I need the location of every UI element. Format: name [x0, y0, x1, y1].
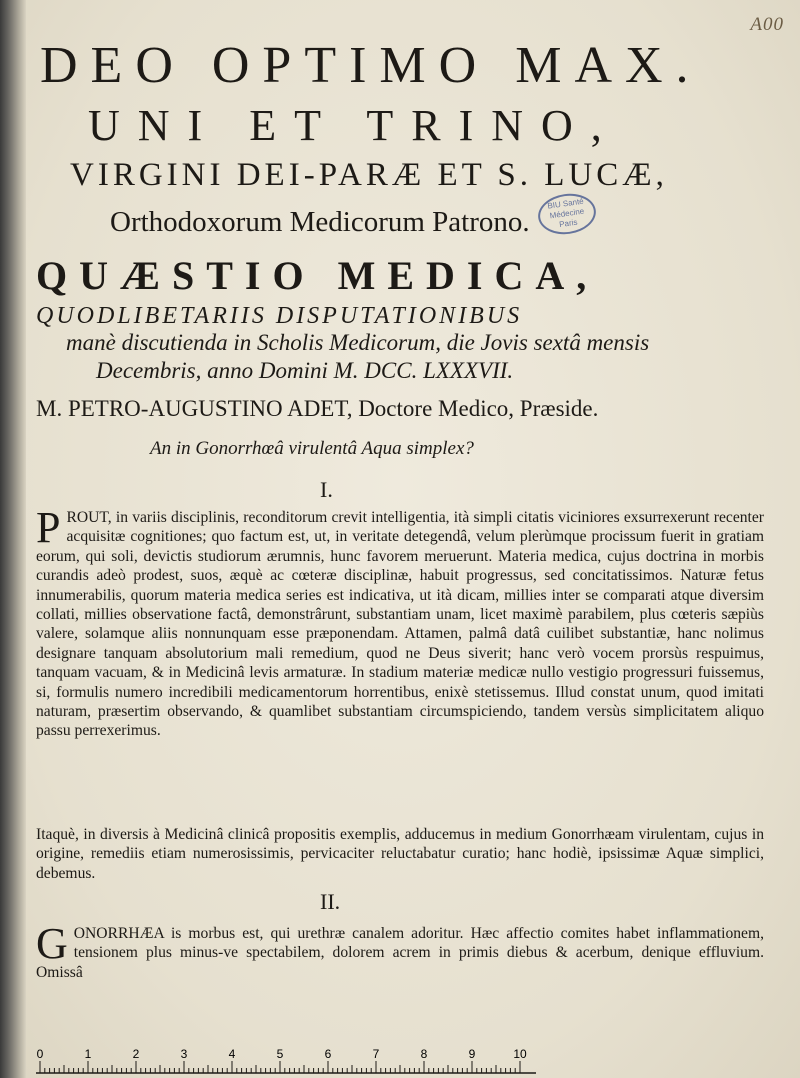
ruler-label: 9: [468, 1047, 476, 1061]
book-binding-shadow: [0, 0, 26, 1078]
drop-capital: G: [36, 919, 68, 968]
title-line-2: UNI ET TRINO,: [88, 101, 620, 150]
paragraph-3: [36, 919, 764, 982]
title-line-4: Orthodoxorum Medicorum Patrono.: [110, 206, 530, 238]
stamp-line-3: Paris: [558, 217, 578, 230]
ruler-label: 1: [84, 1047, 92, 1061]
paragraph-1: [36, 503, 764, 741]
section-number-2: II.: [320, 889, 341, 914]
ruler-label: 7: [372, 1047, 380, 1061]
subtitle-line-2: manè discutienda in Scholis Medicorum, die Jovis sextâ mensis: [66, 330, 650, 355]
subtitle-line-3: Decembris, anno Domini M. DCC. LXXXVII.: [96, 358, 514, 383]
ruler-label: 0: [36, 1047, 44, 1061]
ruler-label: 2: [132, 1047, 140, 1061]
ruler-label: 8: [420, 1047, 428, 1061]
title-line-1: DEO OPTIMO MAX.: [40, 37, 702, 94]
stamp-line-2: Médecine: [549, 206, 585, 221]
title-line-3: VIRGINI DEI-PARÆ ET S. LUCÆ,: [70, 157, 668, 193]
paragraph-3-text: ONORRHÆA is morbus est, qui urethræ canalem adoritur. Hæc affectio comites habet inflammationem, tensionem plus minus-ve spectabilem, dolorem acrem in primis diebus & acerbum, denique effluvium. Omissâ: [36, 925, 764, 981]
scale-ruler: [36, 1046, 536, 1074]
ruler-label: 6: [324, 1047, 332, 1061]
paragraph-1-text: ROUT, in variis disciplinis, reconditorum crevit intelligentia, ità simpli citatis viciniores exsurrexerunt recenter acquisitæ cognitiones; quo factum est, ut, in veritate detegendâ, velum plerùmque procissum fuerit in gratiam eorum, qui soli, devictis studiorum ærumnis, hunc favorem meruerunt. Materia medica, cujus doctrina in morbis curandis adeò prodest, suos, æquè ac cœteræ disciplinæ, habuit progressus, sed concitatissimos. Naturæ fetus innumerabilis, quorum materia medica series est indicativa, ut ità dicam, millies inter se comparati atque diversim collati, millies observatione factâ, demonstrârunt, substantiam unam, licet maximè parabilem, plus cœteris sæpiùs valere, solamque aliis nonnunquam esse præponendam. Attamen, palmâ datâ cuilibet substantiæ, hanc nolimus designare tanquam absolutorium mali remedium, quod ne Deus siverit; hanc verò vocem prorsùs respuimus, tanquam vacuam, & in Medicinâ levis armaturæ. In stadium materiæ medicæ nullo vestigio progressuri fuissemus, si, formulis numero incredibili medicamentorum horrentibus, enixè stetissemus. Illud constat unum, quod imitati naturam, præsertim observando, & quamlibet substantiam circumspiciendo, tandem versùs simplicitatem aliquo passu perrexerimus.: [36, 509, 764, 740]
praeses-line: M. PETRO-AUGUSTINO ADET, Doctore Medico, Præside.: [36, 396, 599, 421]
paragraph-2: Itaquè, in diversis à Medicinâ clinicâ propositis exemplis, adducemus in medium Gonorrhæam virulentam, cujus in origine, remediis etiam numerosissimis, pervicaciter reluctabatur curatio; hanc hodiè, ipsissimæ Aquæ simplici, debemus.: [36, 826, 764, 882]
thesis-question: An in Gonorrhœâ virulentâ Aqua simplex?: [150, 438, 474, 459]
ruler-label: 5: [276, 1047, 284, 1061]
drop-capital: P: [36, 503, 61, 552]
ruler-label: 10: [513, 1047, 527, 1061]
ruler-label: 3: [180, 1047, 188, 1061]
folio-number: A00: [750, 14, 784, 35]
stamp-line-1: BIU Santé: [546, 196, 585, 211]
ruler-label: 4: [228, 1047, 236, 1061]
section-number-1: I.: [320, 477, 333, 502]
heading: QUÆSTIO MEDICA,: [36, 253, 599, 298]
subtitle-line-1: QUODLIBETARIIS DISPUTATIONIBUS: [36, 303, 523, 329]
